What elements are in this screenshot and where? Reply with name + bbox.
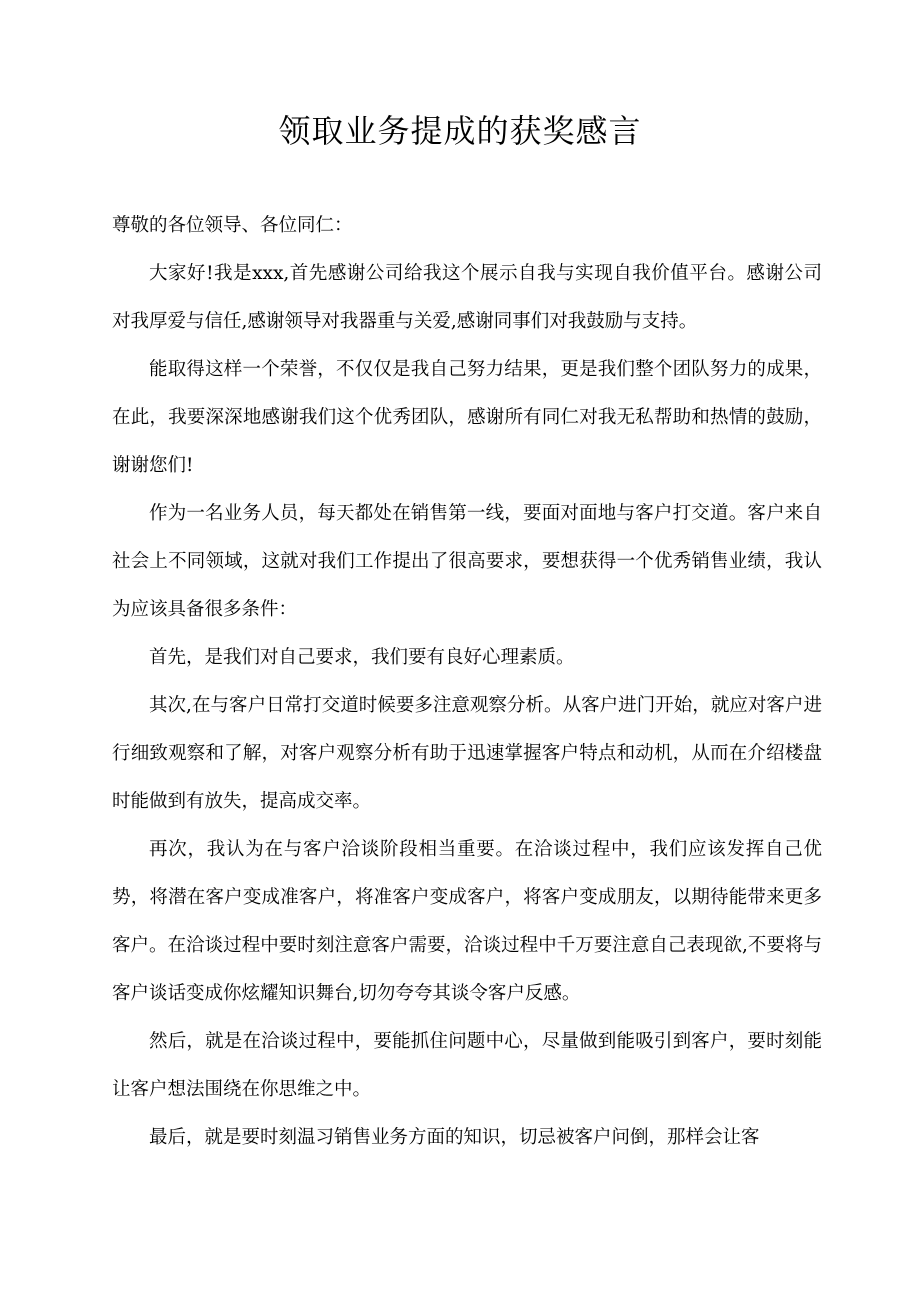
paragraph: 最后，就是要时刻温习销售业务方面的知识，切忌被客户问倒，那样会让客 [149, 1127, 760, 1148]
paragraph: 首先，是我们对自己要求，我们要有良好心理素质。 [149, 647, 575, 668]
paragraph: 能取得这样一个荣誉，不仅仅是我自己努力结果，更是我们整个团队努力的成果，在此，我要深深地感谢我们这个优秀团队，感谢所有同仁对我无私帮助和热情的鼓励，谢谢您们! [112, 359, 822, 476]
paragraph: 再次，我认为在与客户洽谈阶段相当重要。在洽谈过程中，我们应该发挥自己优势，将潜在客户变成准客户，将准客户变成客户，将客户变成朋友，以期待能带来更多客户。在洽谈过程中要时刻注意客户需要，洽谈过程中千万要注意自己表现欲,不要将与客户谈话变成你炫耀知识舞台,切勿夸夸其谈令客户反感。 [112, 839, 822, 1004]
paragraph: 其次,在与客户日常打交道时候要多注意观察分析。从客户进门开始，就应对客户进行细致观察和了解，对客户观察分析有助于迅速掌握客户特点和动机，从而在介绍楼盘时能做到有放失，提高成交率。 [112, 695, 822, 812]
paragraph: 大家好!我是xxx,首先感谢公司给我这个展示自我与实现自我价值平台。感谢公司对我厚爱与信任,感谢领导对我器重与关爱,感谢同事们对我鼓励与支持。 [112, 263, 822, 332]
paragraph: 作为一名业务人员，每天都处在销售第一线，要面对面地与客户打交道。客户来自社会上不同领域，这就对我们工作提出了很高要求，要想获得一个优秀销售业绩，我认为应该具备很多条件： [112, 503, 822, 620]
salutation: 尊敬的各位领导、各位同仁： [112, 215, 353, 236]
paragraph: 然后，就是在洽谈过程中，要能抓住问题中心，尽量做到能吸引到客户，要时刻能让客户想法围绕在你思维之中。 [112, 1031, 822, 1100]
document-body [112, 202, 822, 1162]
document-title: 领取业务提成的获奖感言 [278, 112, 642, 150]
